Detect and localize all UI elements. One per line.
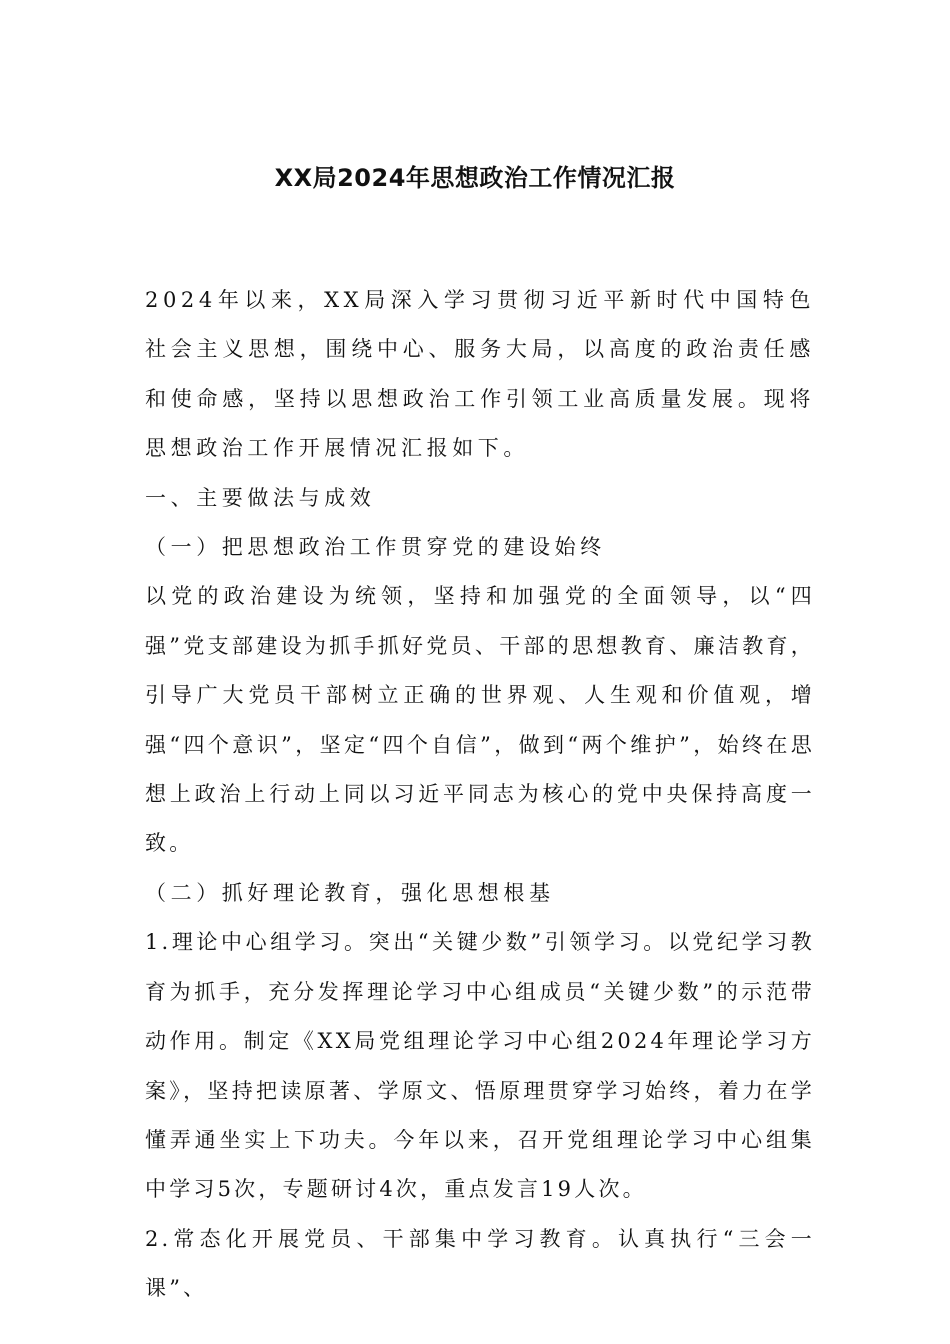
intro-paragraph: 2024年以来，XX局深入学习贯彻习近平新时代中国特色社会主义思想，围绕中心、服务大局，以高度的政治责任感和使命感，坚持以思想政治工作引领工业高质量发展。现将思想政治工作开展情况汇报如下。 [145, 288, 815, 461]
document-body [145, 276, 815, 1314]
item-2-paragraph: 2.常态化开展党员、干部集中学习教育。认真执行“三会一课”、 [145, 1226, 815, 1301]
subsection-heading-1: （一）把思想政治工作贯穿党的建设始终 [145, 535, 606, 560]
document-title: XX局2024年思想政治工作情况汇报 [274, 164, 676, 192]
item-1-paragraph: 1.理论中心组学习。突出“关键少数”引领学习。以党纪学习教育为抓手，充分发挥理论学习中心组成员“关键少数”的示范带动作用。制定《XX局党组理论学习中心组2024年理论学习方案》，坚持把读原著、学原文、悟原理贯穿学习始终，着力在学懂弄通坐实上下功夫。今年以来，召开党组理论学习中心组集中学习5次，专题研讨4次，重点发言19人次。 [145, 930, 815, 1202]
subsection-1-paragraph: 以党的政治建设为统领，坚持和加强党的全面领导，以“四强”党支部建设为抓手抓好党员、干部的思想教育、廉洁教育，引导广大党员干部树立正确的世界观、人生观和价值观，增强“四个意识”，坚定“四个自信”，做到“两个维护”，始终在思想上政治上行动上同以习近平同志为核心的党中央保持高度一致。 [145, 584, 815, 856]
section-heading-1: 一、主要做法与成效 [145, 485, 376, 510]
subsection-heading-2: （二）抓好理论教育，强化思想根基 [145, 880, 555, 905]
